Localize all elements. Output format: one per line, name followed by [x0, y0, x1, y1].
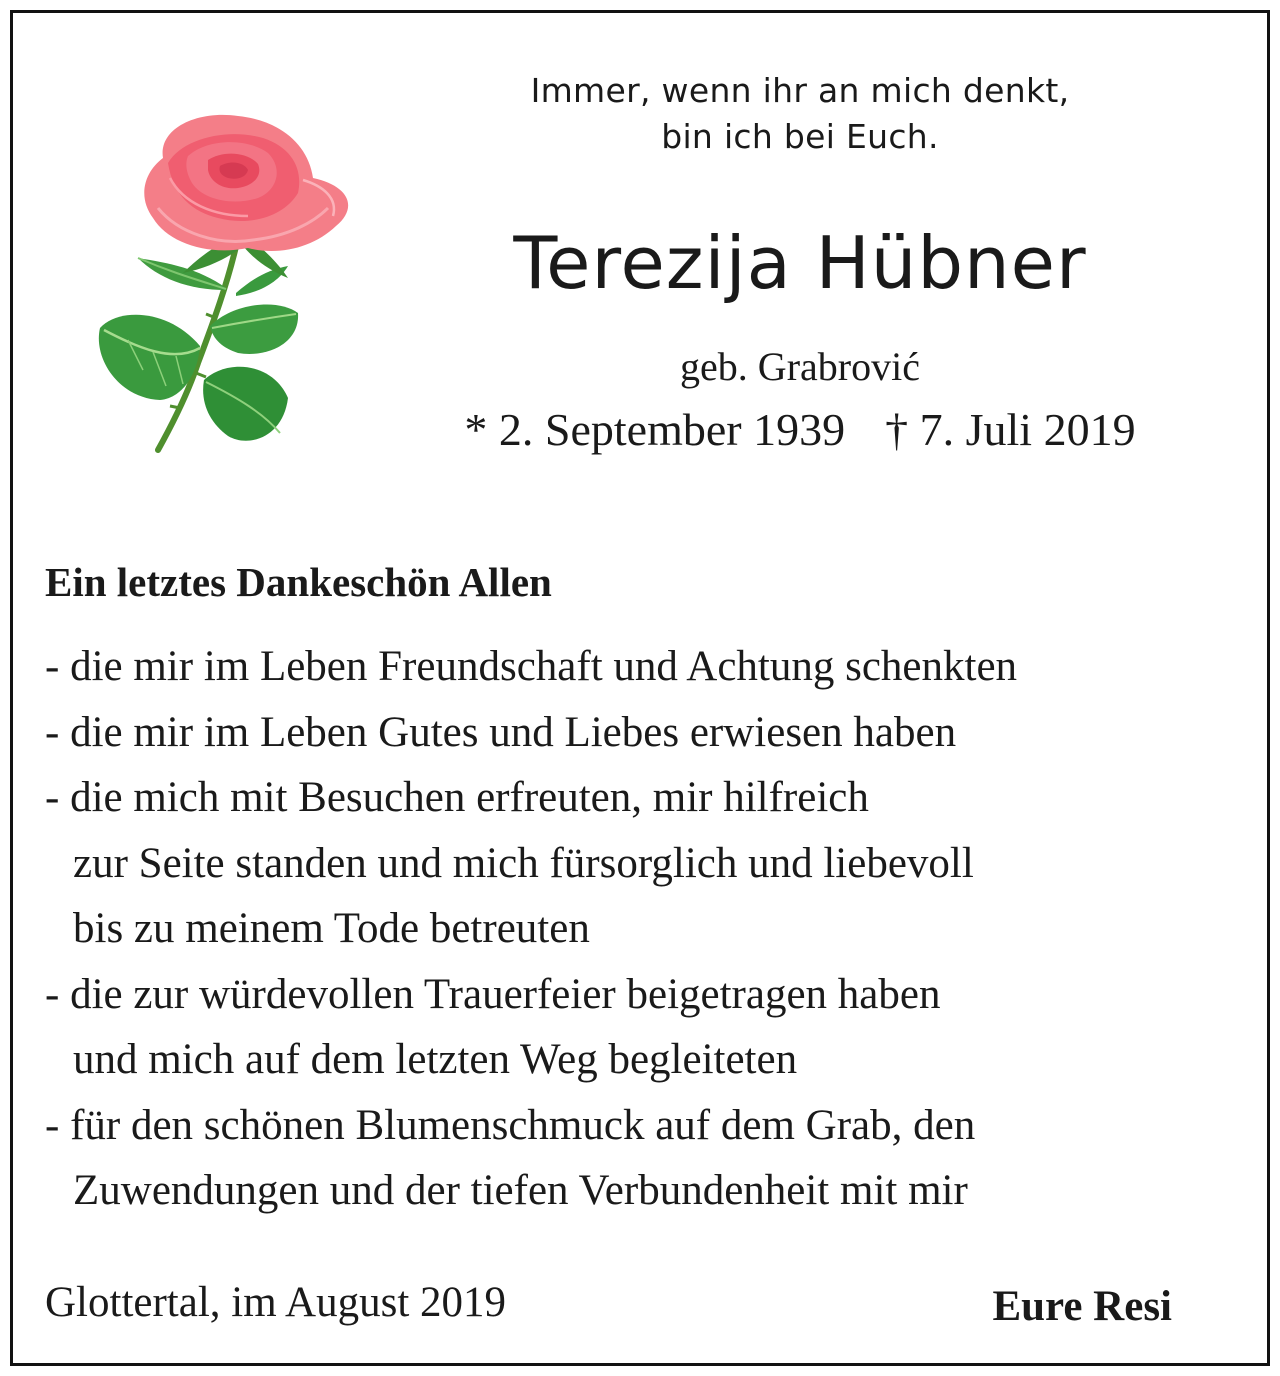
thanks-line: Zuwendungen und der tiefen Verbundenheit mit mir — [73, 1167, 968, 1214]
motto-line-1: Immer, wenn ihr an mich denkt, — [530, 71, 1070, 110]
motto — [390, 68, 1210, 160]
thanks-line: - für den schönen Blumenschmuck auf dem Grab, den — [45, 1101, 976, 1149]
thanks-line: - die zur würdevollen Trauerfeier beigetragen haben — [45, 970, 941, 1018]
motto-line-2: bin ich bei Euch. — [661, 117, 939, 156]
life-dates — [380, 402, 1220, 458]
signature: Eure Resi — [992, 1283, 1172, 1330]
thanks-line: und mich auf dem letzten Weg begleiteten — [73, 1036, 798, 1083]
thanks-list — [45, 634, 1245, 1224]
rose-icon — [88, 108, 358, 458]
death-date: † 7. Juli 2019 — [885, 404, 1136, 455]
birth-date: * 2. September 1939 — [464, 404, 846, 455]
thanks-line: zur Seite standen und mich fürsorglich und liebevoll — [73, 839, 974, 887]
deceased-name: Terezija Hübner — [513, 221, 1087, 305]
thanks-heading: Ein letztes Dankeschön Allen — [45, 559, 552, 605]
thanks-line: - die mir im Leben Gutes und Liebes erwiesen haben — [45, 708, 957, 756]
thanks-line: - die mir im Leben Freundschaft und Achtung schenkten — [45, 643, 1018, 690]
place-date: Glottertal, im August 2019 — [45, 1279, 507, 1326]
thanks-line: bis zu meinem Tode betreuten — [73, 905, 590, 952]
maiden-name: geb. Grabrović — [680, 344, 920, 389]
thanks-line: - die mich mit Besuchen erfreuten, mir hilfreich — [45, 774, 869, 821]
